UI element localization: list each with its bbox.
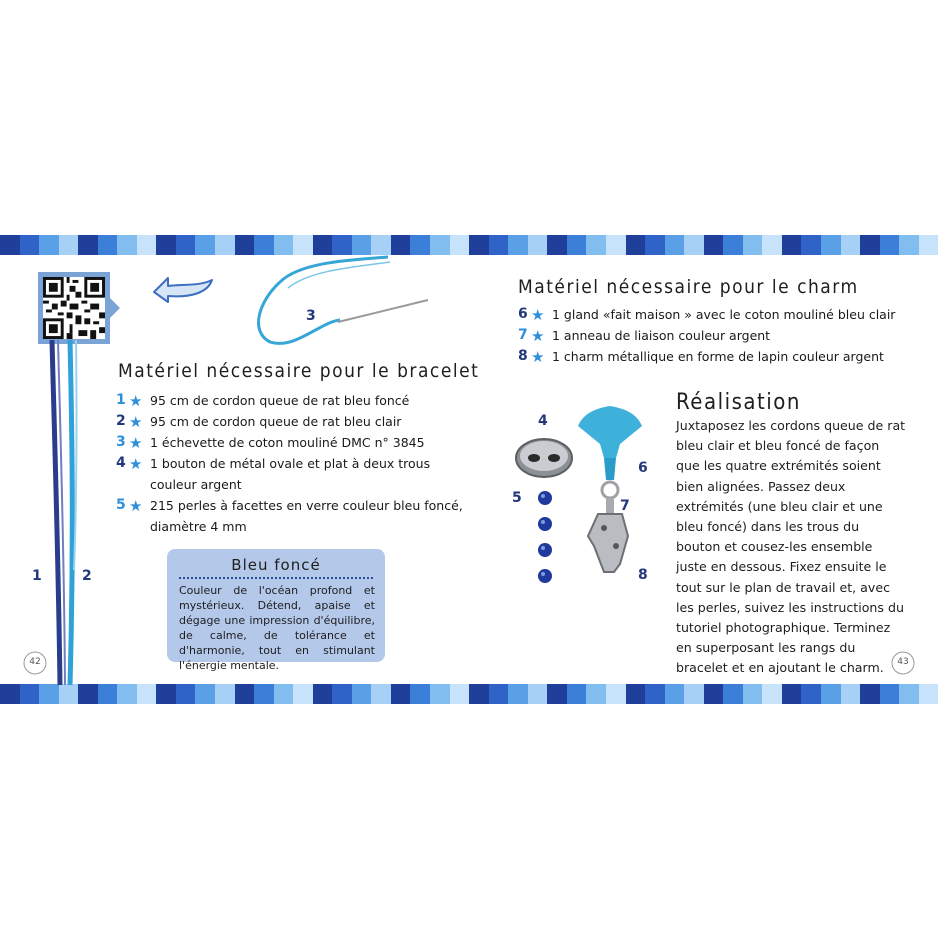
item-text: 1 échevette de coton mouliné DMC n° 3845	[150, 435, 425, 450]
material-item	[116, 474, 463, 495]
item-text: 1 gland «fait maison » avec le coton mouliné bleu clair	[552, 307, 896, 322]
page-number-right	[890, 650, 916, 676]
stripe-tile	[626, 235, 646, 255]
stripe-tile	[430, 684, 450, 704]
item-number: 7	[518, 327, 528, 343]
material-item	[518, 304, 895, 325]
stripe-tile	[919, 684, 938, 704]
stripe-tile	[352, 684, 372, 704]
stripe-tile	[78, 235, 98, 255]
stripe-tile	[782, 235, 802, 255]
stripe-tile	[176, 684, 196, 704]
stripe-tile	[137, 684, 157, 704]
color-box-title: Bleu foncé	[231, 556, 321, 574]
stripe-tile	[215, 235, 235, 255]
cord-photo	[40, 340, 90, 685]
stripe-tile	[684, 684, 704, 704]
stripe-tile	[156, 684, 176, 704]
stripe-tile	[371, 684, 391, 704]
item-number: 4	[116, 455, 126, 471]
stripe-tile	[645, 235, 665, 255]
charm-material-list	[518, 304, 895, 367]
bottom-stripe-border	[0, 684, 938, 704]
item-text: 1 anneau de liaison couleur argent	[552, 328, 771, 343]
stripe-tile	[880, 235, 900, 255]
star-icon: ★	[129, 497, 143, 515]
stripe-tile	[137, 235, 157, 255]
stripe-tile	[528, 235, 548, 255]
stripe-tile	[723, 235, 743, 255]
bracelet-material-list	[116, 390, 463, 537]
material-item	[518, 325, 895, 346]
label-cord-2: 2	[82, 568, 92, 584]
bracelet-title: Matériel nécessaire pour le bracelet	[118, 360, 480, 382]
stripe-tile	[235, 684, 255, 704]
stripe-tile	[841, 684, 861, 704]
realisation-text: Juxtaposez les cordons queue de rat bleu clair et bleu foncé de façon que les quatre extrémités soient bien alignées. Passez deux extrémités (une bleu clair et une bleu foncé) dans les trous du bouton et cousez-les ensemble juste en dessous. Fixez ensuite le tout sur le plan de travail et, avec les perles, suivez les instructions du tutoriel photographique. Terminez en superposant les rangs du bracelet et en ajoutant le charm.	[676, 418, 906, 676]
stripe-tile	[821, 235, 841, 255]
material-item	[116, 432, 463, 453]
stripe-tile	[665, 235, 685, 255]
stripe-tile	[195, 684, 215, 704]
label-beads: 5	[512, 490, 522, 506]
stripe-tile	[489, 235, 509, 255]
stripe-tile	[743, 684, 763, 704]
tassel-charm-photo	[570, 396, 650, 586]
label-tassel: 6	[638, 460, 648, 476]
item-number: 2	[116, 413, 126, 429]
stripe-tile	[117, 684, 137, 704]
stripe-tile	[450, 235, 470, 255]
stripe-tile	[78, 684, 98, 704]
star-icon: ★	[531, 306, 545, 324]
thread-needle-photo	[240, 252, 440, 347]
stripe-tile	[117, 235, 137, 255]
stripe-tile	[743, 235, 763, 255]
item-text: diamètre 4 mm	[150, 519, 247, 534]
item-number: 8	[518, 348, 528, 364]
stripe-tile	[293, 684, 313, 704]
material-item	[116, 390, 463, 411]
stripe-tile	[39, 235, 59, 255]
label-cord-1: 1	[32, 568, 42, 584]
beads-photo	[534, 486, 556, 586]
stripe-tile	[919, 235, 938, 255]
label-ring: 7	[620, 498, 630, 514]
color-info-box	[167, 549, 385, 672]
stripe-tile	[195, 235, 215, 255]
stripe-tile	[860, 684, 880, 704]
stripe-tile	[567, 684, 587, 704]
stripe-tile	[508, 235, 528, 255]
material-item	[116, 495, 463, 516]
stripe-tile	[391, 684, 411, 704]
stripe-tile	[899, 684, 919, 704]
material-item	[116, 453, 463, 474]
material-item	[116, 516, 463, 537]
stripe-tile	[450, 684, 470, 704]
stripe-tile	[176, 235, 196, 255]
page-number-left	[22, 650, 48, 676]
star-icon: ★	[129, 455, 143, 473]
stripe-tile	[567, 235, 587, 255]
stripe-tile	[98, 235, 118, 255]
stripe-tile	[899, 235, 919, 255]
item-text: 215 perles à facettes en verre couleur bleu foncé,	[150, 498, 463, 513]
stripe-tile	[547, 684, 567, 704]
star-icon: ★	[129, 392, 143, 410]
stripe-tile	[547, 235, 567, 255]
stripe-tile	[801, 684, 821, 704]
label-button: 4	[538, 413, 548, 429]
stripe-tile	[645, 684, 665, 704]
item-text: 1 bouton de métal ovale et plat à deux trous	[150, 456, 431, 471]
item-text: 1 charm métallique en forme de lapin couleur argent	[552, 349, 884, 364]
qr-code-tab	[108, 296, 120, 320]
item-text: couleur argent	[150, 477, 242, 492]
item-text: 95 cm de cordon queue de rat bleu foncé	[150, 393, 410, 408]
stripe-tile	[528, 684, 548, 704]
star-icon: ★	[129, 413, 143, 431]
stripe-tile	[20, 235, 40, 255]
stripe-tile	[313, 684, 333, 704]
material-item	[518, 346, 895, 367]
stripe-tile	[684, 235, 704, 255]
item-number: 5	[116, 497, 126, 513]
stripe-tile	[762, 235, 782, 255]
star-icon: ★	[531, 348, 545, 366]
stripe-tile	[704, 235, 724, 255]
stripe-tile	[410, 684, 430, 704]
item-number: 6	[518, 306, 528, 322]
button-photo	[512, 434, 576, 482]
stripe-tile	[39, 684, 59, 704]
page-number-right-text: 43	[897, 657, 909, 667]
page-number-left-text: 42	[29, 657, 41, 667]
stripe-tile	[723, 684, 743, 704]
label-charm: 8	[638, 567, 648, 583]
stripe-tile	[665, 684, 685, 704]
star-icon: ★	[129, 434, 143, 452]
stripe-tile	[860, 235, 880, 255]
charm-title: Matériel nécessaire pour le charm	[518, 276, 859, 298]
stripe-tile	[762, 684, 782, 704]
material-item	[116, 411, 463, 432]
stripe-tile	[254, 684, 274, 704]
star-icon: ★	[531, 327, 545, 345]
item-number: 1	[116, 392, 126, 408]
stripe-tile	[704, 684, 724, 704]
stripe-tile	[156, 235, 176, 255]
stripe-tile	[469, 684, 489, 704]
stripe-tile	[606, 235, 626, 255]
color-box-text: Couleur de l'océan profond et mystérieux. Détend, apaise et dégage une impression d'équilibre, de calme, de tolérance et d'harmonie, tout en stimulant l'énergie mentale.	[179, 584, 375, 672]
qr-code-icon[interactable]	[38, 272, 110, 344]
stripe-tile	[489, 684, 509, 704]
stripe-tile	[508, 684, 528, 704]
stripe-tile	[20, 684, 40, 704]
stripe-tile	[59, 235, 79, 255]
stripe-tile	[782, 684, 802, 704]
stripe-tile	[98, 684, 118, 704]
label-thread: 3	[306, 308, 316, 324]
stripe-tile	[801, 235, 821, 255]
stripe-tile	[606, 684, 626, 704]
stripe-tile	[0, 684, 20, 704]
stripe-tile	[59, 684, 79, 704]
curved-arrow-icon	[148, 272, 220, 306]
stripe-tile	[0, 235, 20, 255]
stripe-tile	[821, 684, 841, 704]
stripe-tile	[274, 684, 294, 704]
stripe-tile	[586, 235, 606, 255]
stripe-tile	[880, 684, 900, 704]
stripe-tile	[586, 684, 606, 704]
dotted-divider	[179, 577, 373, 579]
realisation-title: Réalisation	[676, 390, 801, 415]
stripe-tile	[332, 684, 352, 704]
item-text: 95 cm de cordon queue de rat bleu clair	[150, 414, 402, 429]
stripe-tile	[841, 235, 861, 255]
stripe-tile	[215, 684, 235, 704]
stripe-tile	[469, 235, 489, 255]
top-stripe-border	[0, 235, 938, 255]
stripe-tile	[626, 684, 646, 704]
item-number: 3	[116, 434, 126, 450]
